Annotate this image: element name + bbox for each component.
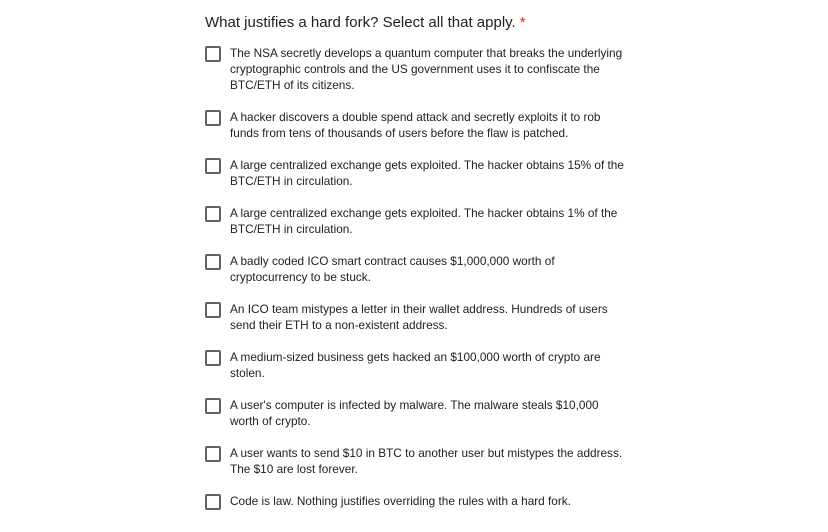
option-label: A medium-sized business gets hacked an $100,000 worth of crypto are stolen. [230, 350, 601, 380]
checkbox[interactable] [205, 494, 221, 510]
question-card [205, 12, 635, 526]
checkbox-options-list [205, 45, 635, 510]
checkbox[interactable] [205, 206, 221, 222]
question-title-text: What justifies a hard fork? Select all that apply. [205, 14, 516, 31]
option-label: A badly coded ICO smart contract causes $1,000,000 worth of cryptocurrency to be stuck. [230, 254, 555, 284]
option-ico-address-typo[interactable] [205, 301, 635, 333]
option-user-mistypes-address[interactable] [205, 445, 635, 477]
checkbox[interactable] [205, 110, 221, 126]
option-label: A large centralized exchange gets exploited. The hacker obtains 15% of the BTC/ETH in circulation. [230, 158, 624, 188]
checkbox[interactable] [205, 302, 221, 318]
option-label: A user wants to send $10 in BTC to another user but mistypes the address. The $10 are lost forever. [230, 446, 623, 476]
option-exchange-15-percent[interactable] [205, 157, 635, 189]
option-label: A large centralized exchange gets exploited. The hacker obtains 1% of the BTC/ETH in circulation. [230, 206, 618, 236]
option-double-spend[interactable] [205, 109, 635, 141]
option-label: A hacker discovers a double spend attack and secretly exploits it to rob funds from tens of thousands of users before the flaw is patched. [230, 110, 601, 140]
option-ico-contract-stuck[interactable] [205, 253, 635, 285]
checkbox[interactable] [205, 158, 221, 174]
option-label: An ICO team mistypes a letter in their wallet address. Hundreds of users send their ETH to a non-existent address. [230, 302, 608, 332]
required-asterisk: * [519, 14, 526, 31]
option-label: A user's computer is infected by malware. The malware steals $10,000 worth of crypto. [230, 398, 599, 428]
option-user-malware[interactable] [205, 397, 635, 429]
option-business-hacked[interactable] [205, 349, 635, 381]
checkbox[interactable] [205, 254, 221, 270]
checkbox[interactable] [205, 46, 221, 62]
question-title [205, 12, 635, 34]
option-label: The NSA secretly develops a quantum computer that breaks the underlying cryptographic controls and the US government uses it to confiscate the BTC/ETH of its citizens. [230, 46, 623, 92]
checkbox[interactable] [205, 446, 221, 462]
option-code-is-law[interactable] [205, 493, 635, 510]
option-label: Code is law. Nothing justifies overriding the rules with a hard fork. [230, 494, 571, 508]
option-quantum-computer[interactable] [205, 45, 635, 93]
checkbox[interactable] [205, 398, 221, 414]
checkbox[interactable] [205, 350, 221, 366]
option-exchange-1-percent[interactable] [205, 205, 635, 237]
